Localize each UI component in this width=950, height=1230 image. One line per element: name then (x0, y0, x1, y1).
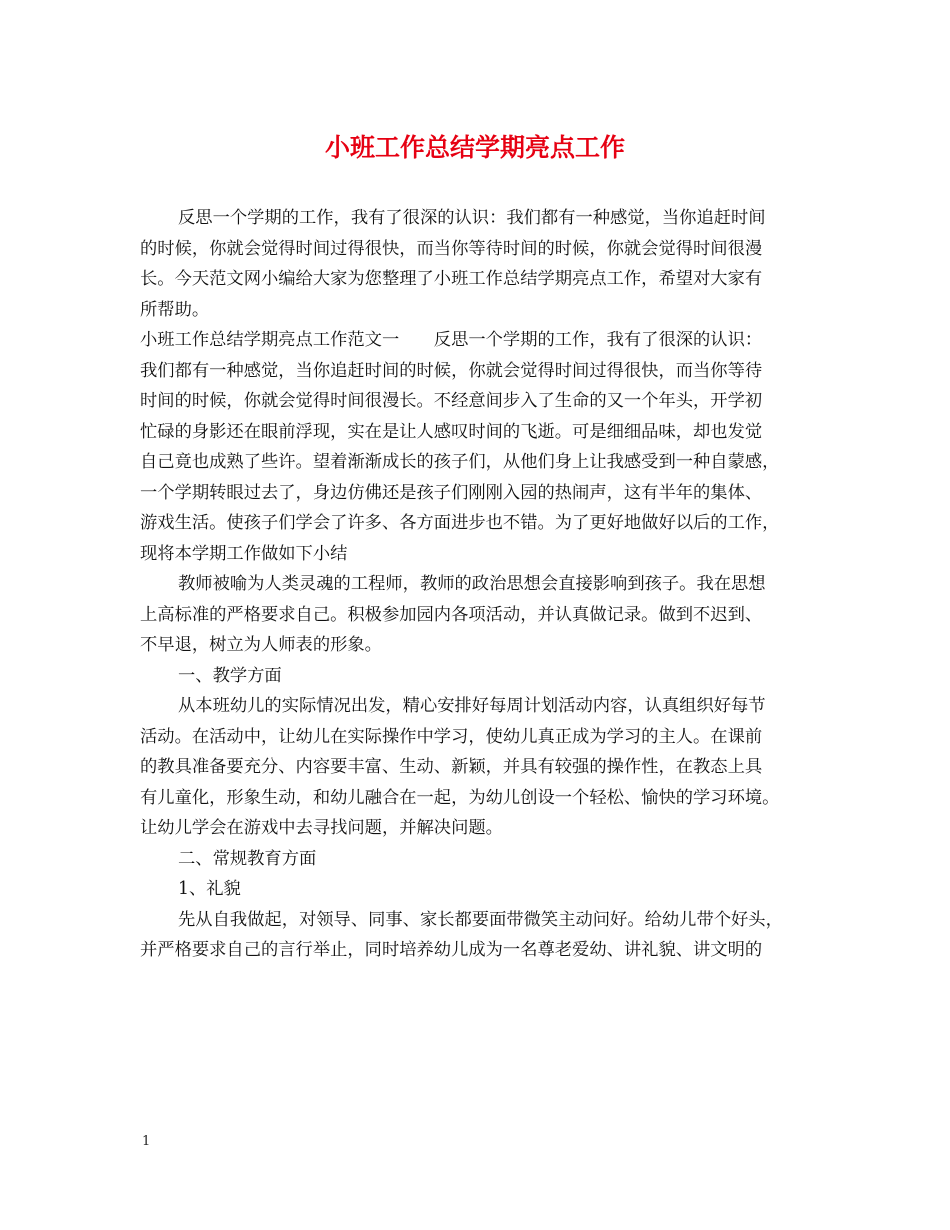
paragraph-line: 的时候，你就会觉得时间过得很快，而当你等待时间的时候，你就会觉得时间很漫 (140, 238, 763, 259)
paragraph-line: 所帮助。 (140, 299, 210, 320)
paragraph-line: 反思一个学期的工作，我有了很深的认识：我们都有一种感觉，当你追赶时间 (178, 208, 766, 228)
paragraph-line: 长。今天范文网小编给大家为您整理了小班工作总结学期亮点工作，希望对大家有 (140, 269, 763, 289)
paragraph-line: 时间的时候，你就会觉得时间很漫长。不经意间步入了生命的又一个年头，开学初 (140, 391, 763, 411)
section-heading: 二、常规教育方面 (178, 848, 317, 869)
paragraph-line: 不早退，树立为人师表的形象。 (140, 635, 382, 655)
paragraph-line: 自己竟也成熟了些许。望着渐渐成长的孩子们，从他们身上让我感受到一种自蒙感， (140, 452, 780, 472)
page-number: 1 (142, 1134, 151, 1149)
paragraph-line: 上高标准的严格要求自己。积极参加园内各项活动，并认真做记录。做到不迟到、 (140, 604, 763, 625)
paragraph-line: 忙碌的身影还在眼前浮现，实在是让人感叹时间的飞逝。可是细细品味，却也发觉 (140, 421, 763, 442)
paragraph-line: 活动。在活动中，让幼儿在实际操作中学习，使幼儿真正成为学习的主人。在课前 (140, 726, 763, 747)
paragraph-line: 现将本学期工作做如下小结 (140, 543, 348, 564)
paragraph-line: 游戏生活。使孩子们学会了许多、各方面进步也不错。为了更好地做好以后的工作， (140, 513, 780, 533)
paragraph-line: 小班工作总结学期亮点工作范文一 反思一个学期的工作，我有了很深的认识： (140, 330, 763, 350)
section-heading: 一、教学方面 (178, 665, 282, 686)
paragraph-line: 教师被喻为人类灵魂的工程师，教师的政治思想会直接影响到孩子。我在思想 (178, 574, 766, 594)
document-title: 小班工作总结学期亮点工作 (324, 133, 625, 162)
paragraph-line: 一个学期转眼过去了，身边仿佛还是孩子们刚刚入园的热闹声，这有半年的集体、 (140, 482, 763, 503)
subsection-heading: 1、礼貌 (178, 879, 241, 899)
paragraph-line: 我们都有一种感觉，当你追赶时间的时候，你就会觉得时间过得很快，而当你等待 (140, 360, 763, 381)
paragraph-line: 并严格要求自己的言行举止，同时培养幼儿成为一名尊老爱幼、讲礼貌、讲文明的 (140, 940, 763, 960)
paragraph-line: 的教具准备要充分、内容要丰富、生动、新颖，并具有较强的操作性，在教态上具 (140, 757, 763, 777)
paragraph-line: 有儿童化，形象生动，和幼儿融合在一起，为幼儿创设一个轻松、愉快的学习环境。 (140, 787, 780, 808)
document-body (140, 203, 830, 966)
paragraph-line: 让幼儿学会在游戏中去寻找问题，并解决问题。 (140, 818, 503, 838)
paragraph-line: 从本班幼儿的实际情况出发，精心安排好每周计划活动内容，认真组织好每节 (178, 696, 766, 716)
paragraph-line: 先从自我做起，对领导、同事、家长都要面带微笑主动问好。给幼儿带个好头， (178, 909, 783, 930)
